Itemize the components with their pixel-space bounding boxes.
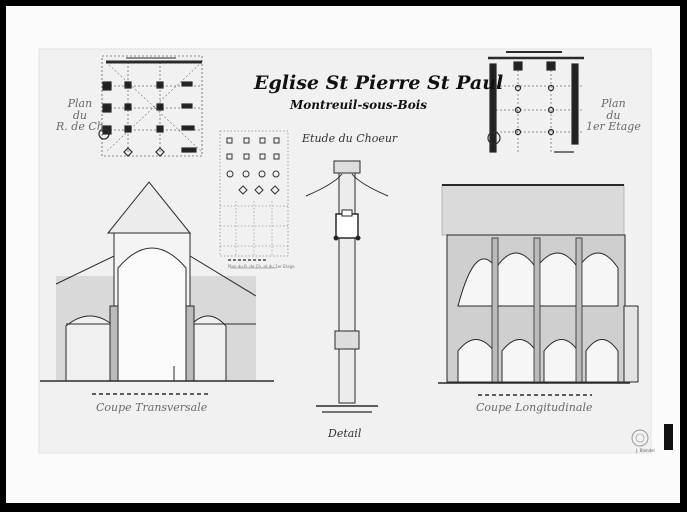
plan-left-label: Plan du R. de Ch [56, 97, 104, 134]
drawing-title: Eglise St Pierre St Paul [254, 72, 504, 94]
drawing-sheet [6, 6, 680, 503]
transverse-section-label: Coupe Transversale [96, 401, 208, 414]
scale-note: Plan du R. de Ch. et du 1er Etage [228, 264, 295, 269]
author-signature: J. Blondel [636, 448, 655, 453]
drawing-subtitle: Montreuil-sous-Bois [290, 98, 428, 112]
detail-label: Detail [328, 427, 362, 440]
black-tab-icon [664, 424, 673, 450]
round-stamp-icon [630, 428, 650, 448]
choir-study-label: Etude du Choeur [302, 132, 398, 145]
plan-right-label: Plan du 1er Etage [586, 97, 641, 134]
longitudinal-section [438, 185, 638, 395]
longitudinal-section-label: Coupe Longitudinale [476, 401, 593, 414]
